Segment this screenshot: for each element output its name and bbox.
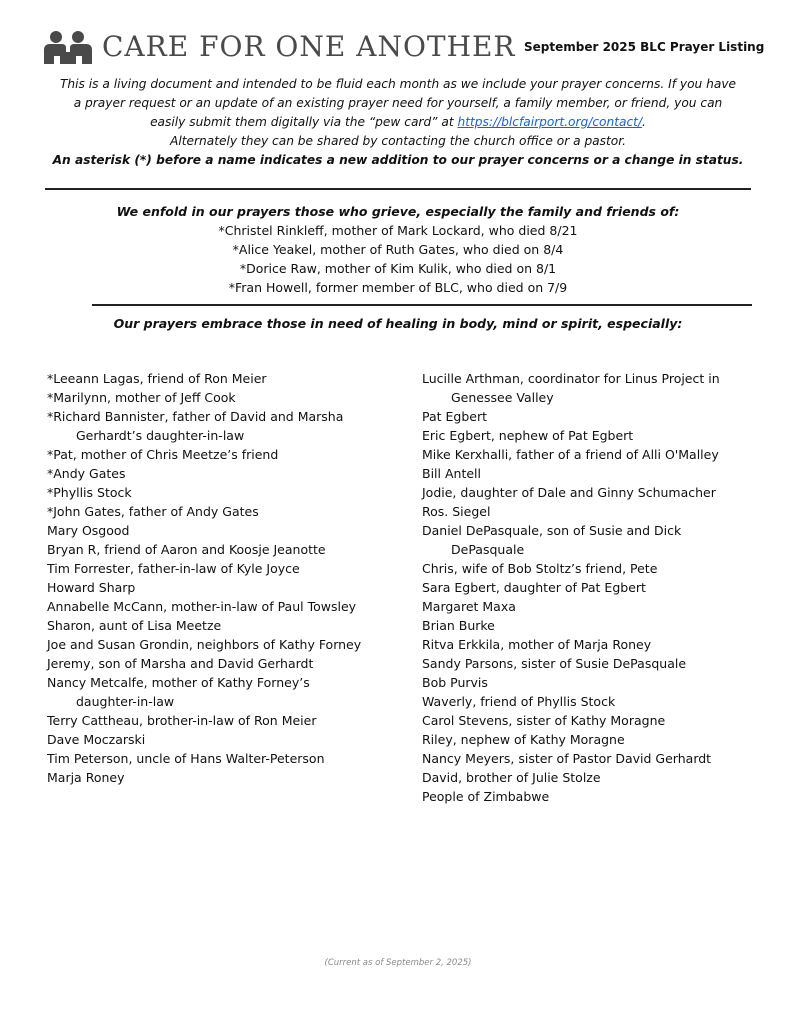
divider [45, 188, 751, 190]
list-item: Sandy Parsons, sister of Susie DePasquale [422, 656, 687, 671]
contact-link[interactable]: https://blcfairport.org/contact/ [457, 115, 643, 129]
intro-line [40, 113, 756, 132]
grieve-item: *Fran Howell, former member of BLC, who died on 7/9 [228, 280, 568, 295]
grieve-section [45, 202, 751, 297]
list-item: Marja Roney [47, 770, 125, 785]
list-item: Joe and Susan Grondin, neighbors of Kathy Forney [47, 637, 362, 652]
intro-paragraph [40, 75, 756, 170]
list-item: Margaret Maxa [422, 599, 516, 614]
list-item: Terry Cattheau, brother-in-law of Ron Meier [47, 713, 317, 728]
list-item: Jodie, daughter of Dale and Ginny Schumacher [422, 485, 716, 500]
list-item: Lucille Arthman, coordinator for Linus Project in [422, 371, 720, 386]
intro-line: This is a living document and intended to be fluid each month as we include your prayer concerns. If you have [59, 77, 737, 91]
footer-note: (Current as of September 2, 2025) [324, 958, 472, 968]
list-item-continuation: Genessee Valley [451, 390, 554, 405]
list-item: People of Zimbabwe [422, 789, 550, 804]
list-item-continuation: Gerhardt’s daughter-in-law [76, 428, 245, 443]
list-item: David, brother of Julie Stolze [422, 770, 601, 785]
intro-text: . [642, 115, 646, 129]
list-item: Annabelle McCann, mother-in-law of Paul Towsley [47, 599, 357, 614]
listing-title: September 2025 BLC Prayer Listing [524, 40, 765, 54]
list-item: *Phyllis Stock [47, 485, 132, 500]
intro-line: Alternately they can be shared by contacting the church office or a pastor. [169, 134, 626, 148]
intro-text: easily submit them digitally via the “pew card” at [150, 115, 458, 129]
grieve-item: *Christel Rinkleff, mother of Mark Lockard, who died 8/21 [218, 223, 578, 238]
list-item: Mike Kerxhalli, father of a friend of Alli O'Malley [422, 447, 719, 462]
list-item: Carol Stevens, sister of Kathy Moragne [422, 713, 666, 728]
list-item: Ros. Siegel [422, 504, 491, 519]
list-item: Waverly, friend of Phyllis Stock [422, 694, 616, 709]
list-item: Sharon, aunt of Lisa Meetze [47, 618, 222, 633]
list-item: Bryan R, friend of Aaron and Koosje Jeanotte [47, 542, 326, 557]
list-item: Tim Peterson, uncle of Hans Walter-Peterson [47, 751, 325, 766]
list-item: Chris, wife of Bob Stoltz’s friend, Pete [422, 561, 658, 576]
healing-list-left [47, 369, 407, 787]
list-item: Daniel DePasquale, son of Susie and Dick [422, 523, 682, 538]
healing-heading: Our prayers embrace those in need of healing in body, mind or spirit, especially: [113, 316, 683, 331]
list-item: *John Gates, father of Andy Gates [47, 504, 259, 519]
list-item-continuation: DePasquale [451, 542, 525, 557]
divider [92, 304, 752, 306]
list-item: Sara Egbert, daughter of Pat Egbert [422, 580, 646, 595]
list-item: *Richard Bannister, father of David and Marsha [47, 409, 344, 424]
list-item: *Leeann Lagas, friend of Ron Meier [47, 371, 267, 386]
intro-line: a prayer request or an update of an existing prayer need for yourself, a family member, or friend, you can [73, 96, 723, 110]
list-item: Ritva Erkkila, mother of Marja Roney [422, 637, 652, 652]
list-item: Bob Purvis [422, 675, 488, 690]
list-item: Eric Egbert, nephew of Pat Egbert [422, 428, 634, 443]
list-item: *Pat, mother of Chris Meetze’s friend [47, 447, 279, 462]
list-item-continuation: daughter-in-law [76, 694, 175, 709]
list-item: Dave Moczarski [47, 732, 146, 747]
asterisk-note: An asterisk (*) before a name indicates a new addition to our prayer concerns or a change in status. [52, 153, 744, 167]
list-item: Jeremy, son of Marsha and David Gerhardt [47, 656, 314, 671]
list-item: *Andy Gates [47, 466, 126, 481]
list-item: Bill Antell [422, 466, 481, 481]
list-item: Mary Osgood [47, 523, 130, 538]
healing-list-right [422, 369, 762, 806]
people-logo-icon [42, 30, 94, 64]
list-item: *Marilynn, mother of Jeff Cook [47, 390, 236, 405]
list-item: Riley, nephew of Kathy Moragne [422, 732, 625, 747]
page-header [42, 28, 765, 68]
grieve-item: *Dorice Raw, mother of Kim Kulik, who died on 8/1 [239, 261, 557, 276]
list-item: Nancy Metcalfe, mother of Kathy Forney’s [47, 675, 310, 690]
grieve-item: *Alice Yeakel, mother of Ruth Gates, who died on 8/4 [232, 242, 564, 257]
logo-text: CARE FOR ONE ANOTHER [102, 30, 516, 63]
grieve-heading: We enfold in our prayers those who grieve, especially the family and friends of: [116, 204, 680, 219]
list-item: Brian Burke [422, 618, 495, 633]
list-item: Tim Forrester, father-in-law of Kyle Joyce [47, 561, 300, 576]
list-item: Pat Egbert [422, 409, 488, 424]
list-item: Howard Sharp [47, 580, 136, 595]
list-item: Nancy Meyers, sister of Pastor David Gerhardt [422, 751, 712, 766]
